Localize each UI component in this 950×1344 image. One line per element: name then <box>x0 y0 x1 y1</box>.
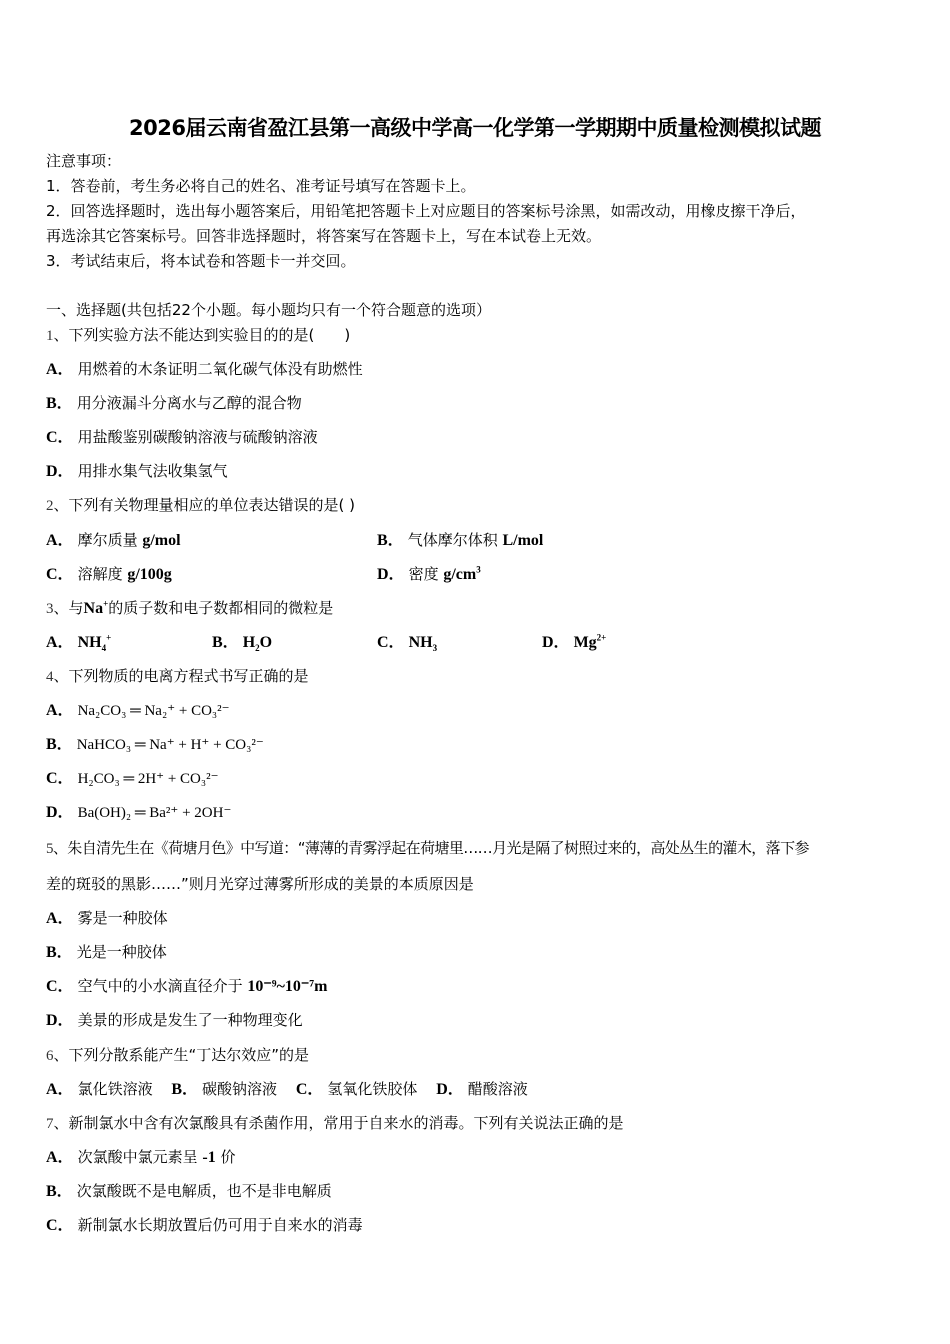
q5-option-b: B． 光是一种胶体 <box>46 943 167 961</box>
q3-option-d: D． $Mg^{2+}$ <box>542 632 607 651</box>
question-4-stem: 4、下列物质的电离方程式书写正确的是 <box>46 667 309 685</box>
question-5-stem-line1: 5、朱自清先生在《荷塘月色》中写道：“薄薄的青雾浮起在荷塘里……月光是隔了树照过来的，高处丛生的灌木，落下参 <box>46 839 809 857</box>
q2-option-a: A． 摩尔质量 g/mol <box>46 531 181 549</box>
question-2-stem: 2、下列有关物理量相应的单位表达错误的是( ) <box>46 496 355 514</box>
question-5-stem-line2: 差的斑驳的黑影……”则月光穿过薄雾所形成的美景的本质原因是 <box>46 875 474 893</box>
q3-option-c: C． $NH_3$ <box>377 634 438 654</box>
notice-heading: 注意事项： <box>46 152 122 170</box>
q6-option-b: B． 碳酸钠溶液 <box>171 1080 278 1098</box>
q6-option-a: A． 氯化铁溶液 <box>46 1080 153 1098</box>
question-6-stem: 6、下列分散系能产生“丁达尔效应”的是 <box>46 1046 310 1064</box>
q1-option-b: B． 用分液漏斗分离水与乙醇的混合物 <box>46 394 302 412</box>
q2-option-c: C． 溶解度 g/100g <box>46 565 172 583</box>
q3-option-b: B． $H_2O$ <box>212 634 273 654</box>
q6-option-c: C． 氢氧化铁胶体 <box>295 1080 418 1098</box>
q3-option-a: A． $NH_4^+$ <box>46 632 112 654</box>
question-1-stem: 1、下列实验方法不能达到实验目的的是( ) <box>46 326 351 344</box>
q1-option-d: D． 用排水集气法收集氢气 <box>46 462 228 480</box>
notice-item-2: 2．回答选择题时，选出每小题答案后，用铅笔把答题卡上对应题目的答案标号涂黑，如需改动，用橡皮擦干净后， <box>46 202 806 220</box>
q5-option-d: D． 美景的形成是发生了一种物理变化 <box>46 1011 303 1029</box>
notice-item-3: 3．考试结束后，将本试卷和答题卡一并交回。 <box>46 252 356 270</box>
q7-option-b: B． 次氯酸既不是电解质，也不是非电解质 <box>46 1182 332 1200</box>
q2-option-b: B． 气体摩尔体积 L/mol <box>377 531 544 549</box>
q7-option-c: C． 新制氯水长期放置后仍可用于自来水的消毒 <box>46 1216 363 1234</box>
section-heading: 一、选择题(共包括22个小题。每小题均只有一个符合题意的选项） <box>46 301 491 319</box>
document-title: 2026届云南省盈江县第一高级中学高一化学第一学期期中质量检测模拟试题 <box>129 116 821 140</box>
question-number: 1 <box>46 328 54 344</box>
notice-item-1: 1．答卷前，考生务必将自己的姓名、准考证号填写在答题卡上。 <box>46 177 476 195</box>
q4-option-c: C． H₂CO₃ ═ 2H⁺ + CO₃²⁻ <box>46 770 219 787</box>
question-7-stem: 7、新制氯水中含有次氯酸具有杀菌作用，常用于自来水的消毒。下列有关说法正确的是 <box>46 1114 624 1132</box>
question-3-stem: 3、与Na+的质子数和电子数都相同的微粒是 <box>46 598 334 617</box>
q1-option-a: A． 用燃着的木条证明二氧化碳气体没有助燃性 <box>46 360 363 378</box>
q5-option-a: A． 雾是一种胶体 <box>46 909 168 927</box>
q4-option-b: B． NaHCO₃ ═ Na⁺ + H⁺ + CO₃²⁻ <box>46 736 264 753</box>
q4-option-a: A． Na₂CO₃ ═ Na₂⁺ + CO₃²⁻ <box>46 702 230 719</box>
notice-item-2-cont: 再选涂其它答案标号。回答非选择题时，将答案写在答题卡上，写在本试卷上无效。 <box>46 227 602 245</box>
q4-option-d: D． Ba(OH)₂ ═ Ba²⁺ + 2OH⁻ <box>46 804 232 821</box>
q7-option-a: A． 次氯酸中氯元素呈 -1 价 <box>46 1148 236 1166</box>
q6-option-d: D． 醋酸溶液 <box>436 1080 528 1098</box>
q2-option-d: D． 密度 $g/cm^3$ <box>377 564 481 583</box>
q1-option-c: C． 用盐酸鉴别碳酸钠溶液与硫酸钠溶液 <box>46 428 318 446</box>
q6-options-row <box>46 1079 528 1100</box>
q5-option-c: C． 空气中的小水滴直径介于 10⁻⁹~10⁻⁷m <box>46 977 328 995</box>
